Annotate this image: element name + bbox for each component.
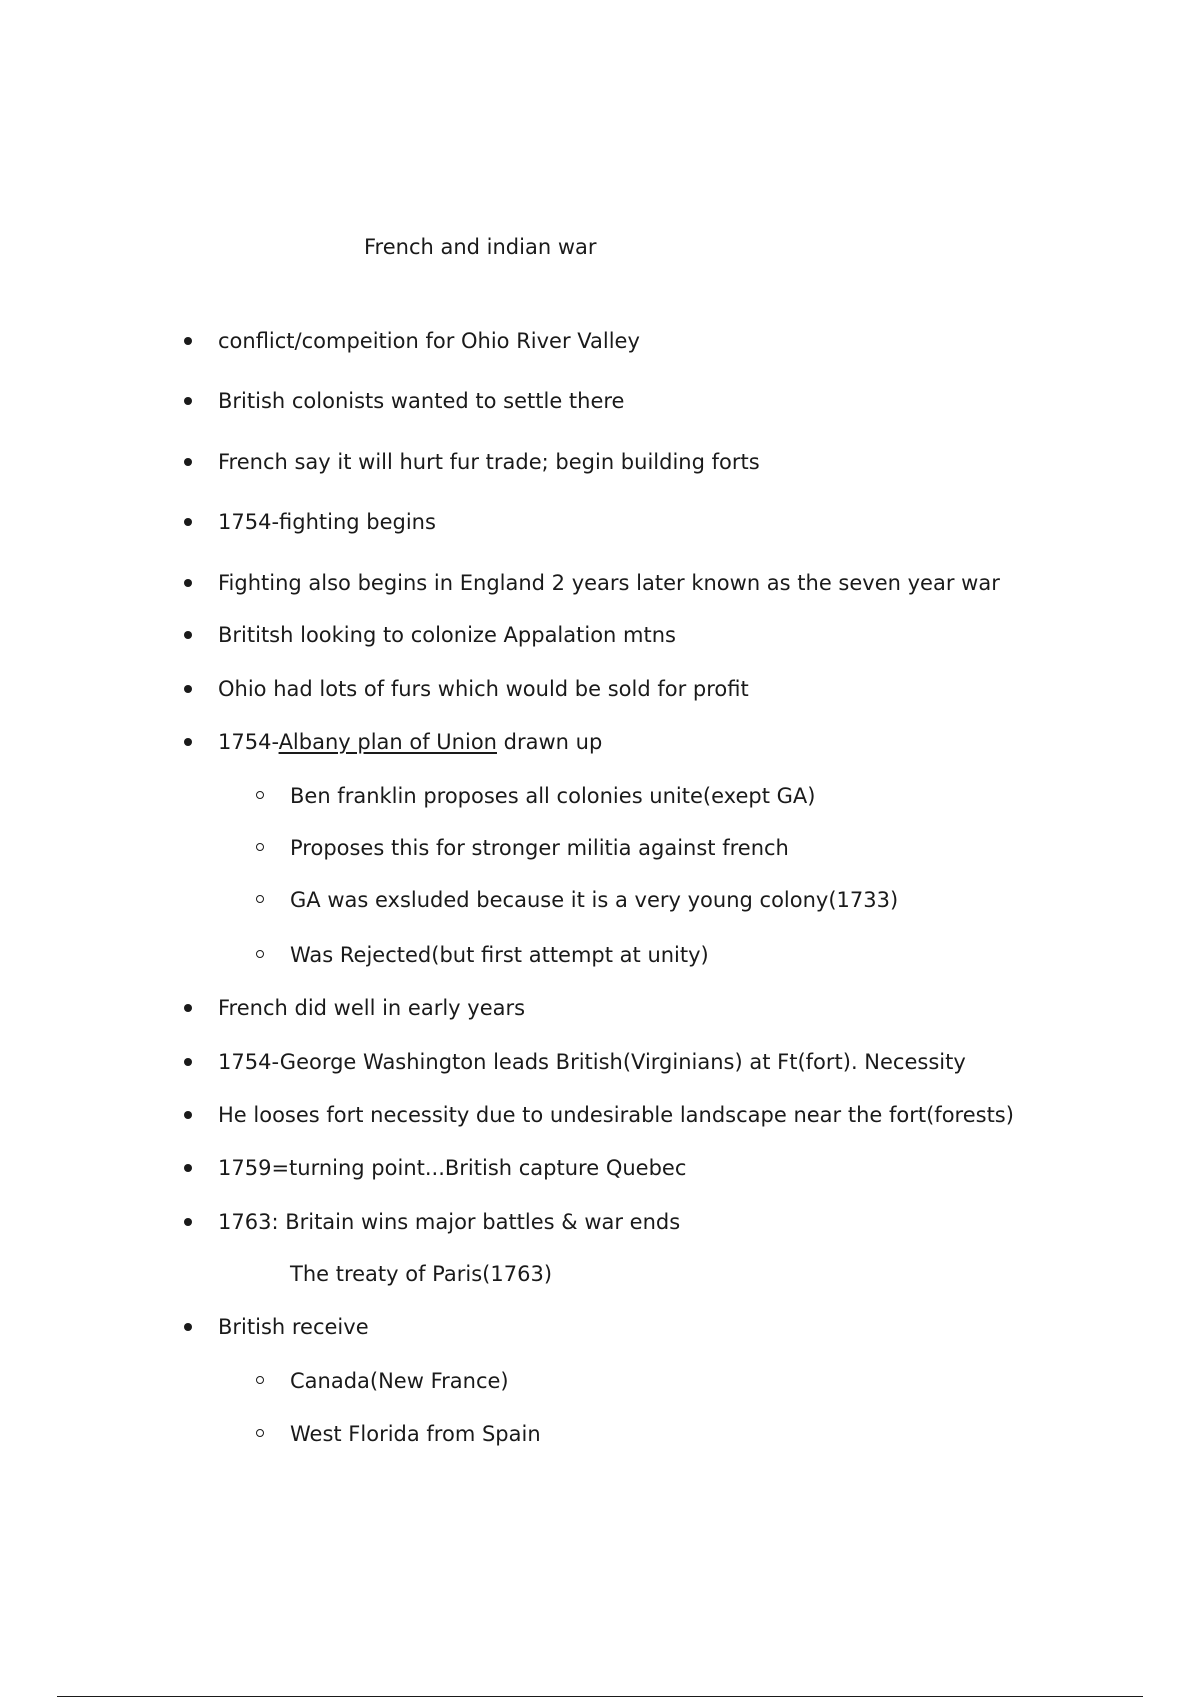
list-item-text-suffix: drawn up: [496, 730, 603, 754]
list-item-text: conflict/compeition for Ohio River Valley: [218, 329, 640, 353]
list-item: [218, 447, 760, 477]
sub-list-item: [290, 1419, 541, 1449]
bullet-circle-icon: [256, 950, 264, 958]
bullet-dot-icon: [184, 397, 192, 405]
list-item: [218, 1207, 680, 1237]
bullet-dot-icon: [184, 518, 192, 526]
bullet-circle-icon: [256, 895, 264, 903]
bullet-dot-icon: [184, 1111, 192, 1119]
sub-list-item: [290, 1366, 509, 1396]
sub-list-item-text: Canada(New France): [290, 1369, 509, 1393]
list-item-text: Brititsh looking to colonize Appalation mtns: [218, 623, 676, 647]
list-item-text: 1759=turning point...British capture Quebec: [218, 1156, 687, 1180]
list-item: [218, 727, 602, 757]
sub-list-item: [290, 781, 815, 811]
bullet-dot-icon: [184, 1323, 192, 1331]
list-item: [218, 386, 624, 416]
sub-list-item-text: GA was exsluded because it is a very young colony(1733): [290, 888, 899, 912]
list-item: [218, 620, 676, 650]
page-bottom-divider: [57, 1696, 1143, 1697]
albany-plan-underlined: Albany plan of Union: [278, 730, 497, 754]
list-item-text: 1754-George Washington leads British(Virginians) at Ft(fort). Necessity: [218, 1050, 966, 1074]
list-item: [218, 993, 525, 1023]
list-item: [218, 1100, 1014, 1130]
list-item-text: British colonists wanted to settle there: [218, 389, 625, 413]
bullet-dot-icon: [184, 738, 192, 746]
list-item-text: 1754-fighting begins: [218, 510, 436, 534]
list-item: [218, 1312, 369, 1342]
list-item-text: French say it will hurt fur trade; begin building forts: [218, 450, 760, 474]
list-item: [218, 507, 436, 537]
list-item: [218, 568, 1000, 598]
indented-note: [290, 1259, 552, 1289]
bullet-dot-icon: [184, 1058, 192, 1066]
bullet-dot-icon: [184, 1164, 192, 1172]
sub-list-item-text: West Florida from Spain: [290, 1422, 541, 1446]
sub-list-item: [290, 885, 898, 915]
bullet-dot-icon: [184, 1218, 192, 1226]
bullet-dot-icon: [184, 631, 192, 639]
bullet-dot-icon: [184, 458, 192, 466]
list-item-text: He looses fort necessity due to undesirable landscape near the fort(forests): [218, 1103, 1014, 1127]
bullet-dot-icon: [184, 1004, 192, 1012]
sub-list-item: [290, 940, 709, 970]
bullet-dot-icon: [184, 685, 192, 693]
list-item: [218, 1047, 966, 1077]
list-item: [218, 674, 749, 704]
sub-list-item-text: Proposes this for stronger militia against french: [290, 836, 789, 860]
bullet-circle-icon: [256, 1376, 264, 1384]
indented-note-text: The treaty of Paris(1763): [290, 1262, 553, 1286]
list-item: [218, 326, 640, 356]
sub-list-item: [290, 833, 789, 863]
bullet-dot-icon: [184, 579, 192, 587]
list-item-text-prefix: 1754-: [218, 730, 279, 754]
list-item-text: Fighting also begins in England 2 years later known as the seven year war: [218, 571, 1000, 595]
list-item: [218, 1153, 686, 1183]
list-item-text: British receive: [218, 1315, 369, 1339]
bullet-dot-icon: [184, 337, 192, 345]
list-item-text: 1763: Britain wins major battles & war ends: [218, 1210, 681, 1234]
bullet-circle-icon: [256, 1429, 264, 1437]
sub-list-item-text: Was Rejected(but first attempt at unity): [290, 943, 709, 967]
sub-list-item-text: Ben franklin proposes all colonies unite(exept GA): [290, 784, 816, 808]
list-item-text: Ohio had lots of furs which would be sold for profit: [218, 677, 749, 701]
bullet-circle-icon: [256, 843, 264, 851]
page-title: French and indian war: [364, 235, 597, 259]
bullet-circle-icon: [256, 791, 264, 799]
list-item-text: French did well in early years: [218, 996, 526, 1020]
